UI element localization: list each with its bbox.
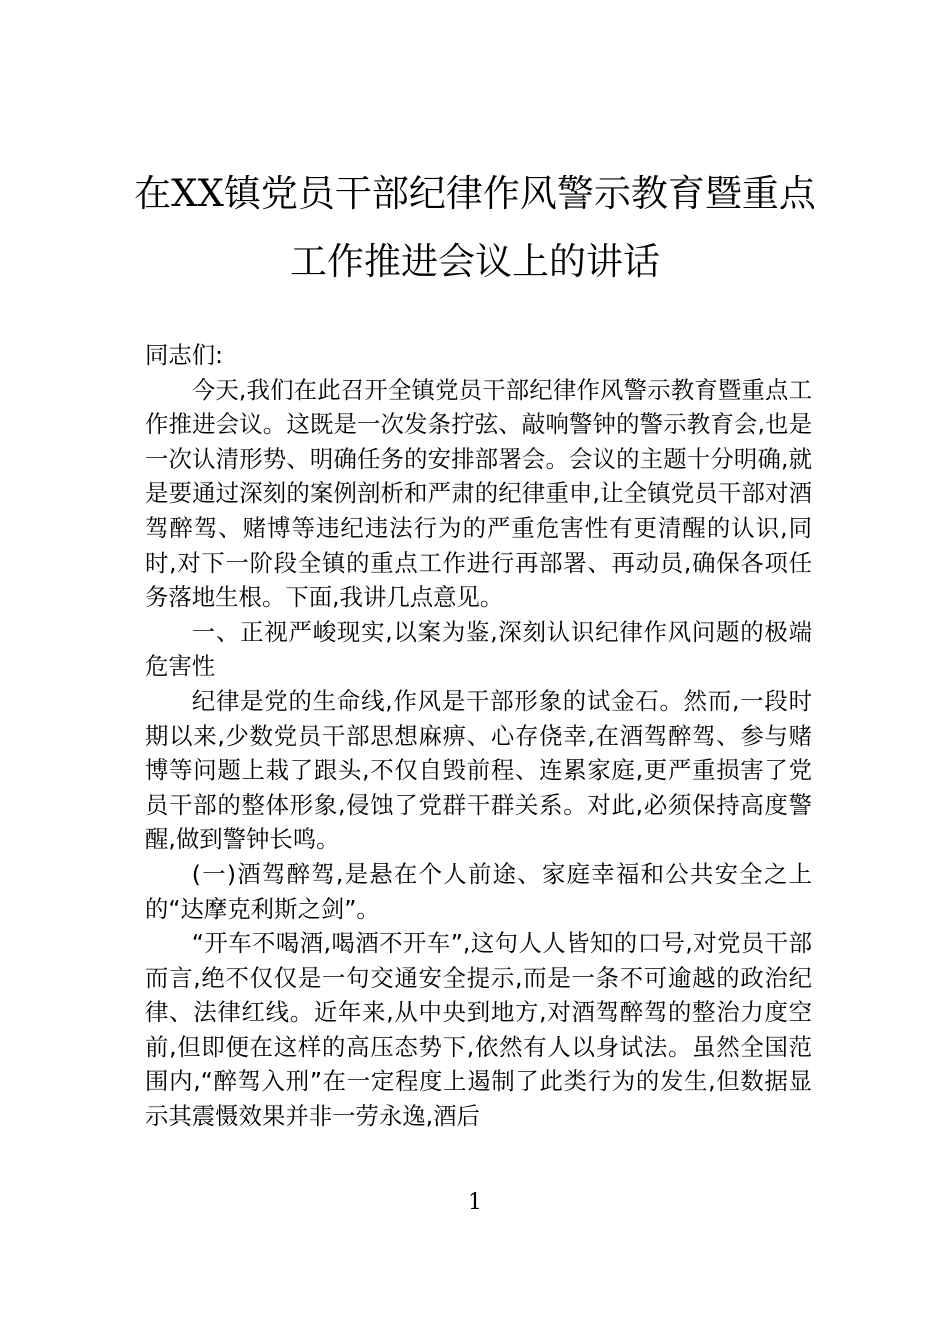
section-heading-1: 一、正视严峻现实,以案为鉴,深刻认识纪律作风问题的极端危害性 [145,617,812,681]
document-title-line-1: 在XX镇党员干部纪律作风警示教育暨重点 [134,172,816,215]
document-title-line-2: 工作推进会议上的讲话 [290,240,660,283]
paragraph-discipline: 纪律是党的生命线,作风是干部形象的试金石。然而,一段时期以来,少数党员干部思想麻痹、心存侥幸,在酒驾醉驾、参与赌博等问题上栽了跟头,不仅自毁前程、连累家庭,更严重损害了党员干部的整体形象,侵蚀了党群干群关系。对此,必须保持高度警醒,做到警钟长鸣。 [145,686,812,854]
salutation: 同志们: [145,341,224,369]
subsection-heading-1: (一)酒驾醉驾,是悬在个人前途、家庭幸福和公共安全之上的“达摩克利斯之剑”。 [145,859,812,923]
paragraph-opening: 今天,我们在此召开全镇党员干部纪律作风警示教育暨重点工作推进会议。这既是一次发条拧弦、敲响警钟的警示教育会,也是一次认清形势、明确任务的安排部署会。会议的主题十分明确,就是要通过深刻的案例剖析和严肃的纪律重申,让全镇党员干部对酒驾醉驾、赌博等违纪违法行为的严重危害性有更清醒的认识,同时,对下一阶段全镇的重点工作进行再部署、再动员,确保各项任务落地生根。下面,我讲几点意见。 [145,375,812,612]
document-body [145,338,812,1134]
paragraph-drunk-driving: “开车不喝酒,喝酒不开车”,这句人人皆知的口号,对党员干部而言,绝不仅仅是一句交通安全提示,而是一条不可逾越的政治纪律、法律红线。近年来,从中央到地方,对酒驾醉驾的整治力度空前,但即便在这样的高压态势下,依然有人以身试法。虽然全国范围内,“醉驾入刑”在一定程度上遏制了此类行为的发生,但数据显示其震慑效果并非一劳永逸,酒后 [145,929,812,1131]
page-number: 1 [468,1190,482,1215]
